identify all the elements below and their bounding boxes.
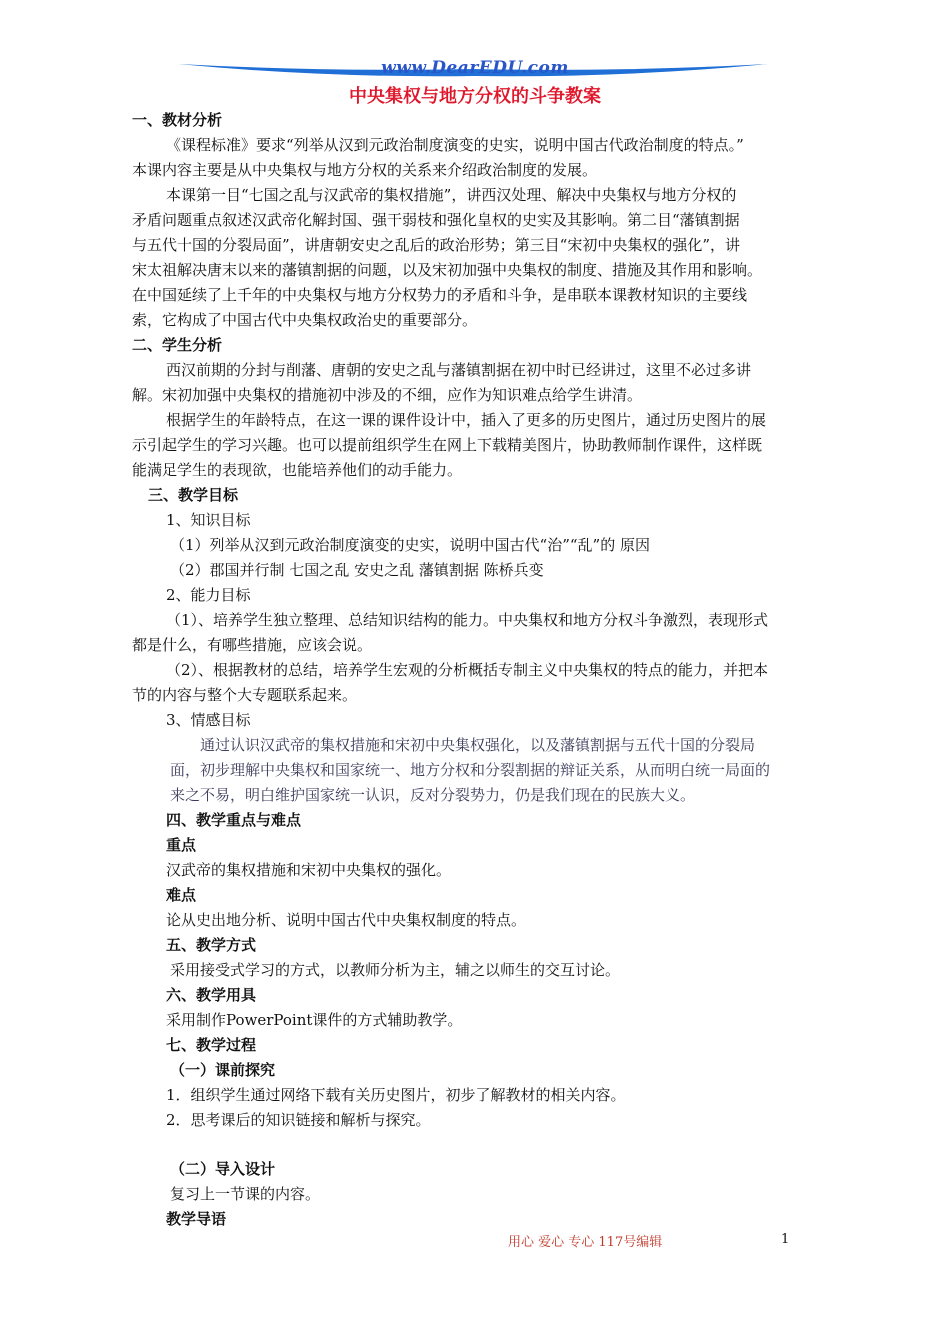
paragraph-line: 采用制作PowerPoint课件的方式辅助教学。 — [166, 1011, 463, 1029]
section-heading: 五、教学方式 — [166, 936, 257, 954]
subsection-heading: 难点 — [166, 886, 197, 904]
site-logo-text: www.DearEDU.com — [381, 58, 569, 78]
subsection-heading: （二）导入设计 — [170, 1160, 276, 1178]
paragraph-line: 本课第一目“七国之乱与汉武帝的集权措施”，讲西汉处理、解决中央集权与地方分权的 — [166, 186, 737, 204]
paragraph-line: 都是什么，有哪些措施，应该会说。 — [132, 636, 373, 654]
paragraph-line: 根据学生的年龄特点，在这一课的课件设计中，插入了更多的历史图片，通过历史图片的展 — [166, 411, 767, 429]
paragraph-line: （2）、根据教材的总结，培养学生宏观的分析概括专制主义中央集权的特点的能力，并把本 — [166, 661, 769, 679]
list-item: 2．思考课后的知识链接和解析与探究。 — [166, 1111, 431, 1129]
paragraph-line: （1）列举从汉到元政治制度演变的史实，说明中国古代“治”“乱”的 原因 — [170, 536, 650, 554]
section-heading: 三、教学目标 — [148, 486, 239, 504]
paragraph-line: 与五代十国的分裂局面”，讲唐朝安史之乱后的政治形势；第三目“宋初中央集权的强化”，讲 — [132, 236, 741, 254]
subsection-heading: 2、能力目标 — [166, 586, 251, 604]
paragraph-line: 节的内容与整个大专题联系起来。 — [132, 686, 358, 704]
paragraph-line: （2）郡国并行制 七国之乱 安史之乱 藩镇割据 陈桥兵变 — [170, 561, 544, 579]
paragraph-line: 论从史出地分析、说明中国古代中央集权制度的特点。 — [166, 911, 527, 929]
paragraph-line: 《课程标准》要求“列举从汉到元政治制度演变的史实，说明中国古代政治制度的特点。” — [166, 136, 744, 154]
paragraph-line: 解。宋初加强中央集权的措施初中涉及的不细，应作为知识难点给学生讲清。 — [132, 386, 643, 404]
paragraph-line: 西汉前期的分封与削藩、唐朝的安史之乱与藩镇割据在初中时已经讲过，这里不必过多讲 — [166, 361, 752, 379]
section-heading: 一、教材分析 — [132, 111, 223, 129]
paragraph-line: 复习上一节课的内容。 — [170, 1185, 321, 1203]
paragraph-line: 索，它构成了中国古代中央集权政治史的重要部分。 — [132, 311, 478, 329]
paragraph-line: 示引起学生的学习兴趣。也可以提前组织学生在网上下载精美图片，协助教师制作课件，这样既 — [132, 436, 763, 454]
paragraph-line: 来之不易，明白维护国家统一认识，反对分裂势力，仍是我们现在的民族大义。 — [170, 786, 696, 804]
document-title: 中央集权与地方分权的斗争教案 — [349, 86, 601, 107]
subsection-heading: 3、情感目标 — [166, 711, 251, 729]
section-heading: 六、教学用具 — [166, 986, 257, 1004]
section-heading: 七、教学过程 — [166, 1036, 257, 1054]
subsection-heading: 重点 — [166, 836, 197, 854]
paragraph-line: 面，初步理解中央集权和国家统一、地方分权和分裂割据的辩证关系，从而明白统一局面的 — [170, 761, 771, 779]
subsection-heading: （一）课前探究 — [170, 1061, 276, 1079]
page-number: 1 — [781, 1232, 790, 1247]
subsection-heading: 1、知识目标 — [166, 511, 251, 529]
paragraph-line: 在中国延续了上千年的中央集权与地方分权势力的矛盾和斗争，是串联本课教材知识的主要线 — [132, 286, 748, 304]
section-heading: 二、学生分析 — [132, 336, 223, 354]
paragraph-line: 矛盾问题重点叙述汉武帝化解封国、强干弱枝和强化皇权的史实及其影响。第二目“藩镇割据 — [132, 211, 740, 229]
section-heading: 四、教学重点与难点 — [166, 811, 302, 829]
paragraph-line: 宋太祖解决唐末以来的藩镇割据的问题，以及宋初加强中央集权的制度、措施及其作用和影响。 — [132, 261, 763, 279]
paragraph-line: 能满足学生的表现欲，也能培养他们的动手能力。 — [132, 461, 463, 479]
subsection-heading: 教学导语 — [166, 1210, 227, 1228]
paragraph-line: 汉武帝的集权措施和宋初中央集权的强化。 — [166, 861, 452, 879]
paragraph-line: 采用接受式学习的方式，以教师分析为主，辅之以师生的交互讨论。 — [170, 961, 621, 979]
paragraph-line: 通过认识汉武帝的集权措施和宋初中央集权强化，以及藩镇割据与五代十国的分裂局 — [200, 736, 756, 754]
paragraph-line: 本课内容主要是从中央集权与地方分权的关系来介绍政治制度的发展。 — [132, 161, 598, 179]
paragraph-line: （1）、培养学生独立整理、总结知识结构的能力。中央集权和地方分权斗争激烈，表现形式 — [166, 611, 769, 629]
footer-signature: 用心 爱心 专心 117号编辑 — [508, 1235, 663, 1250]
list-item: 1．组织学生通过网络下载有关历史图片，初步了解教材的相关内容。 — [166, 1086, 626, 1104]
